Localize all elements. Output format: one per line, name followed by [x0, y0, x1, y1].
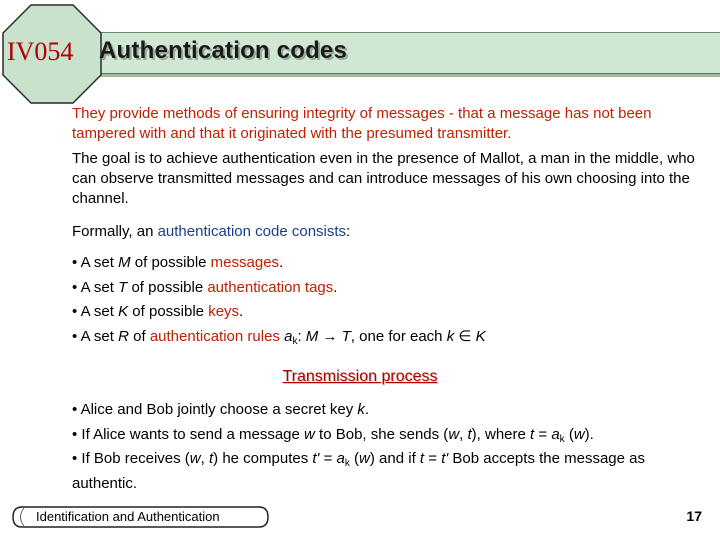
process-var: t: [419, 450, 425, 467]
process-var: t': [441, 450, 449, 467]
bullet-text: :: [297, 328, 306, 345]
process-step-3: [72, 449, 712, 494]
bullet-text: of possible: [130, 254, 211, 271]
bullet-var: M: [118, 254, 131, 271]
process-subscript: k: [559, 434, 565, 445]
section-title: Transmission process: [282, 368, 438, 385]
process-var: w: [448, 426, 460, 443]
goal-text: The goal is to achieve authentication even in the presence of Mallot, a man in the middle, who can observe transmitted messages and can introduce messages of his own choosing into the channel.: [72, 150, 695, 207]
integrity-text: They provide methods of ensuring integrity of messages - that a message has not been tampered with and that it originated with the presumed transmitter.: [72, 105, 652, 142]
formally-pre: Formally, an: [72, 223, 158, 240]
process-text: ), where: [471, 426, 531, 443]
bullet-highlight: authentication rules: [149, 328, 280, 345]
process-text: =: [424, 450, 442, 467]
bullet-highlight: authentication tags: [207, 279, 334, 296]
bullet-text: .: [239, 303, 244, 320]
bullet-text: of: [128, 328, 150, 345]
element-of-symbol: ∈: [454, 328, 476, 345]
process-var: t: [467, 426, 472, 443]
formally-post: :: [346, 223, 351, 240]
bullet-text: of possible: [128, 303, 209, 320]
process-text: to Bob, she sends (: [314, 426, 449, 443]
paragraph-integrity: [72, 104, 712, 144]
formally-line: [72, 222, 350, 242]
process-var: w: [189, 450, 201, 467]
slide-title: Authentication codes: [99, 37, 348, 64]
process-text: (: [564, 426, 574, 443]
process-text: =: [319, 450, 337, 467]
formally-highlight: authentication code consists: [157, 223, 347, 240]
bullet-messages: [72, 253, 283, 273]
header-bar-shadow: [40, 74, 720, 77]
bullet-var: k: [446, 328, 455, 345]
bullet-var: T: [118, 279, 128, 296]
process-text: .: [364, 401, 370, 418]
process-text: ,: [459, 426, 468, 443]
footer-label-box: [12, 505, 268, 527]
bullet-keys: [72, 302, 243, 322]
bullet-var: K: [118, 303, 129, 320]
bullet-var: T: [341, 328, 351, 345]
process-text: ) and if: [369, 450, 420, 467]
process-text: Bob accepts the message as authentic.: [72, 450, 645, 492]
arrow-symbol: →: [318, 328, 342, 345]
process-text: ) he computes: [213, 450, 313, 467]
bullet-text: of possible: [127, 279, 208, 296]
process-subscript: k: [344, 458, 350, 469]
process-step-1: [72, 400, 369, 420]
bullet-text: , one for each: [350, 328, 447, 345]
bullet-rules: [72, 327, 486, 352]
page-number: 17: [686, 508, 702, 524]
rule-symbol: a: [279, 328, 293, 345]
bullet-text: • A set: [72, 303, 119, 320]
bullet-tags: [72, 278, 337, 298]
bullet-highlight: messages: [210, 254, 280, 271]
bullet-text: • A set: [72, 279, 119, 296]
bullet-var: K: [475, 328, 486, 345]
process-var: t: [208, 450, 214, 467]
process-var: w: [573, 426, 585, 443]
course-code-badge: [2, 4, 102, 104]
process-text: • If Bob receives (: [72, 450, 190, 467]
process-text: =: [534, 426, 552, 443]
bullet-text: • A set: [72, 254, 119, 271]
bullet-var: M: [305, 328, 319, 345]
footer-label: Identification and Authentication: [36, 509, 220, 524]
bullet-var: R: [118, 328, 129, 345]
process-text: ).: [584, 426, 594, 443]
process-var: t: [530, 426, 535, 443]
process-var: w: [359, 450, 370, 467]
process-text: ,: [200, 450, 209, 467]
process-var: k: [357, 401, 365, 418]
process-var: a: [551, 426, 560, 443]
course-code: IV054: [7, 37, 74, 66]
paragraph-goal: [72, 149, 712, 209]
process-step-2: [72, 425, 594, 450]
rule-subscript: k: [292, 336, 298, 347]
process-text: • If Alice wants to send a message: [72, 426, 305, 443]
process-var: t': [312, 450, 320, 467]
process-var: w: [304, 426, 315, 443]
process-text: • Alice and Bob jointly choose a secret key: [72, 401, 358, 418]
bullet-text: .: [333, 279, 338, 296]
bullet-highlight: keys: [208, 303, 240, 320]
process-text: (: [349, 450, 360, 467]
bullet-text: • A set: [72, 328, 119, 345]
process-var: a: [336, 450, 345, 467]
bullet-text: .: [279, 254, 284, 271]
